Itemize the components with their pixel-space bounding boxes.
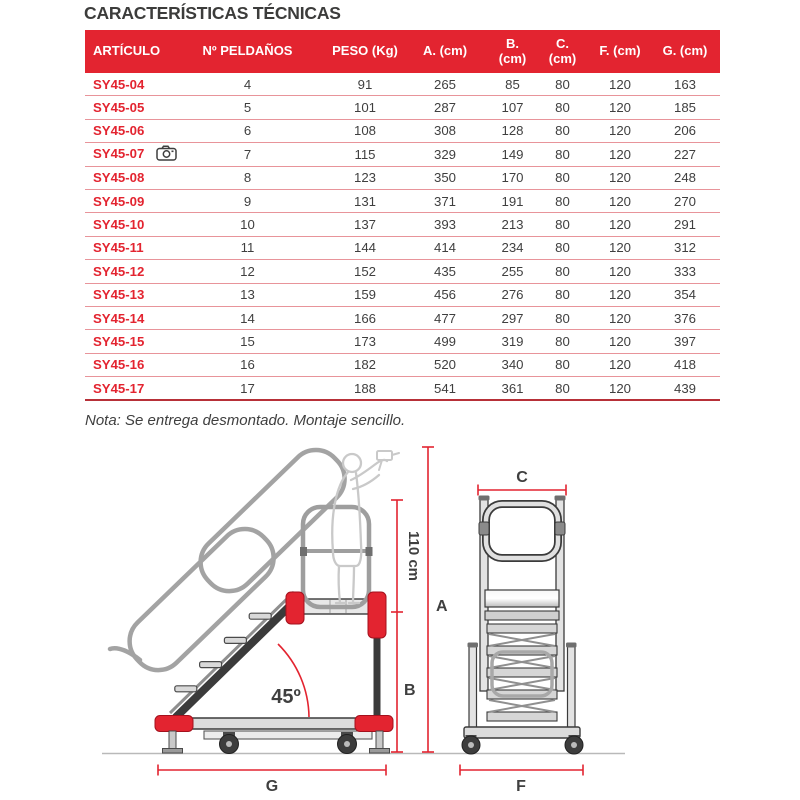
dim-b-cell: 107 <box>490 96 535 119</box>
table-row <box>85 353 720 376</box>
dim-a-cell: 435 <box>400 260 490 283</box>
table-row <box>85 143 720 166</box>
dim-a-cell: 477 <box>400 306 490 329</box>
weight-cell: 101 <box>330 96 400 119</box>
dim-a-cell: 393 <box>400 213 490 236</box>
dim-f-cell: 120 <box>590 306 650 329</box>
column-header-peso: PESO (Kg) <box>330 30 400 73</box>
dim-c-cell: 80 <box>535 73 590 96</box>
dim-b-cell: 191 <box>490 189 535 212</box>
article-code: SY45-16 <box>93 357 145 373</box>
front-platform-edge <box>485 611 559 620</box>
dim-b-cell: 276 <box>490 283 535 306</box>
red-connector <box>155 716 193 732</box>
steps-cell: 6 <box>165 119 330 142</box>
dim-c-cell: 80 <box>535 213 590 236</box>
dim-b-cell: 340 <box>490 353 535 376</box>
dim-b-cell: 128 <box>490 119 535 142</box>
dim-c-cell: 80 <box>535 143 590 166</box>
side-view-drawing <box>110 439 448 795</box>
dim-g-cell: 185 <box>650 96 720 119</box>
label-c: C <box>516 469 528 486</box>
article-cell <box>85 353 165 376</box>
article-cell <box>85 330 165 353</box>
dim-g-cell: 270 <box>650 189 720 212</box>
dim-g-cell: 354 <box>650 283 720 306</box>
dim-b-cell: 170 <box>490 166 535 189</box>
table-row <box>85 73 720 96</box>
dim-g-cell: 248 <box>650 166 720 189</box>
table-row <box>85 119 720 142</box>
article-code: SY45-14 <box>93 310 145 326</box>
article-cell <box>85 143 165 166</box>
red-connector <box>368 592 386 638</box>
article-cell <box>85 73 165 96</box>
dimension-c <box>478 485 566 496</box>
weight-cell: 115 <box>330 143 400 166</box>
column-header-f: F. (cm) <box>590 30 650 73</box>
article-code: SY45-12 <box>93 263 145 279</box>
table-row <box>85 236 720 259</box>
article-cell <box>85 166 165 189</box>
dim-c-cell: 80 <box>535 260 590 283</box>
article-code: SY45-17 <box>93 380 145 396</box>
weight-cell: 137 <box>330 213 400 236</box>
weight-cell: 173 <box>330 330 400 353</box>
dim-b-cell: 297 <box>490 306 535 329</box>
steps-cell: 16 <box>165 353 330 376</box>
weight-cell: 108 <box>330 119 400 142</box>
dim-f-cell: 120 <box>590 73 650 96</box>
article-cell <box>85 236 165 259</box>
label-b: B <box>404 682 416 699</box>
dim-g-cell: 439 <box>650 377 720 401</box>
front-platform <box>485 590 559 607</box>
weight-cell: 91 <box>330 73 400 96</box>
steps-cell: 5 <box>165 96 330 119</box>
table-row <box>85 166 720 189</box>
column-header-b: B. (cm) <box>490 30 535 73</box>
dim-b-cell: 85 <box>490 73 535 96</box>
table-body <box>85 73 720 400</box>
dim-a-cell: 308 <box>400 119 490 142</box>
page-title: CARACTERÍSTICAS TÉCNICAS <box>84 3 341 23</box>
article-cell <box>85 189 165 212</box>
article-code: SY45-11 <box>93 240 144 256</box>
weight-cell: 188 <box>330 377 400 401</box>
article-code: SY45-10 <box>93 217 145 233</box>
dim-a-cell: 265 <box>400 73 490 96</box>
dim-a-cell: 414 <box>400 236 490 259</box>
article-cell <box>85 306 165 329</box>
technical-drawing <box>0 438 800 800</box>
dim-f-cell: 120 <box>590 353 650 376</box>
dim-g-cell: 333 <box>650 260 720 283</box>
article-cell <box>85 213 165 236</box>
table-row <box>85 330 720 353</box>
table-row <box>85 96 720 119</box>
dim-a-cell: 520 <box>400 353 490 376</box>
steps-cell: 15 <box>165 330 330 353</box>
dim-f-cell: 120 <box>590 260 650 283</box>
steps-cell: 11 <box>165 236 330 259</box>
article-code: SY45-06 <box>93 123 145 139</box>
steps-cell: 8 <box>165 166 330 189</box>
dim-c-cell: 80 <box>535 353 590 376</box>
dim-g-cell: 312 <box>650 236 720 259</box>
article-code: SY45-13 <box>93 287 145 303</box>
weight-cell: 152 <box>330 260 400 283</box>
rail-clamp <box>555 522 565 535</box>
dim-c-cell: 80 <box>535 119 590 142</box>
table-row <box>85 377 720 401</box>
dim-c-cell: 80 <box>535 96 590 119</box>
dim-a-cell: 541 <box>400 377 490 401</box>
rail-clamp <box>479 522 489 535</box>
dim-g-cell: 397 <box>650 330 720 353</box>
dimension-g <box>158 765 386 776</box>
article-code: SY45-04 <box>93 76 145 92</box>
table-header-row <box>85 30 720 73</box>
steps-cell: 4 <box>165 73 330 96</box>
article-code: SY45-15 <box>93 333 145 349</box>
dimension-a <box>422 447 434 752</box>
steps-cell: 17 <box>165 377 330 401</box>
column-header-articulo: ARTÍCULO <box>85 30 165 73</box>
dim-c-cell: 80 <box>535 189 590 212</box>
weight-cell: 123 <box>330 166 400 189</box>
column-header-g: G. (cm) <box>650 30 720 73</box>
table-row <box>85 260 720 283</box>
dim-b-cell: 149 <box>490 143 535 166</box>
dim-b-cell: 319 <box>490 330 535 353</box>
article-cell <box>85 96 165 119</box>
label-angle: 45º <box>271 686 301 708</box>
article-cell <box>85 119 165 142</box>
assembly-note: Nota: Se entrega desmontado. Montaje sencillo. <box>85 412 406 429</box>
label-a: A <box>436 598 448 615</box>
dim-f-cell: 120 <box>590 236 650 259</box>
weight-cell: 166 <box>330 306 400 329</box>
weight-cell: 144 <box>330 236 400 259</box>
spec-table <box>85 30 720 401</box>
steps-cell: 7 <box>165 143 330 166</box>
dim-b-cell: 255 <box>490 260 535 283</box>
dim-a-cell: 287 <box>400 96 490 119</box>
dim-f-cell: 120 <box>590 166 650 189</box>
camera-icon[interactable] <box>156 145 177 164</box>
article-cell <box>85 260 165 283</box>
dim-g-cell: 163 <box>650 73 720 96</box>
dim-c-cell: 80 <box>535 306 590 329</box>
weight-cell: 131 <box>330 189 400 212</box>
steps-cell: 13 <box>165 283 330 306</box>
dim-f-cell: 120 <box>590 330 650 353</box>
dim-f-cell: 120 <box>590 119 650 142</box>
dim-g-cell: 227 <box>650 143 720 166</box>
article-cell <box>85 283 165 306</box>
table-row <box>85 306 720 329</box>
steps-cell: 10 <box>165 213 330 236</box>
dim-g-cell: 376 <box>650 306 720 329</box>
article-code: SY45-08 <box>93 170 145 186</box>
dim-c-cell: 80 <box>535 166 590 189</box>
dim-f-cell: 120 <box>590 213 650 236</box>
dim-c-cell: 80 <box>535 377 590 401</box>
label-110cm: 110 cm <box>405 530 422 582</box>
red-connector <box>355 716 393 732</box>
weight-cell: 159 <box>330 283 400 306</box>
front-guardrail-hoop <box>486 504 558 558</box>
dim-c-cell: 80 <box>535 236 590 259</box>
steps-cell: 12 <box>165 260 330 283</box>
article-code: SY45-07 <box>93 145 145 161</box>
front-view-drawing <box>460 469 583 795</box>
dimension-110cm <box>391 500 403 612</box>
red-connector <box>286 592 304 624</box>
dim-f-cell: 120 <box>590 189 650 212</box>
article-cell <box>85 377 165 401</box>
dim-f-cell: 120 <box>590 283 650 306</box>
dim-f-cell: 120 <box>590 96 650 119</box>
steps-cell: 14 <box>165 306 330 329</box>
dim-b-cell: 361 <box>490 377 535 401</box>
rail-clamp <box>366 547 373 556</box>
article-code: SY45-09 <box>93 193 145 209</box>
table-row <box>85 189 720 212</box>
dim-c-cell: 80 <box>535 283 590 306</box>
dim-g-cell: 418 <box>650 353 720 376</box>
rail-clamp <box>300 547 307 556</box>
dim-a-cell: 499 <box>400 330 490 353</box>
stair-handrails <box>110 439 355 681</box>
dim-g-cell: 206 <box>650 119 720 142</box>
article-code: SY45-05 <box>93 100 145 116</box>
dim-g-cell: 291 <box>650 213 720 236</box>
column-header-c: C. (cm) <box>535 30 590 73</box>
dimension-b <box>391 612 403 752</box>
column-header-peldanos: Nº PELDAÑOS <box>165 30 330 73</box>
table-row <box>85 213 720 236</box>
dim-a-cell: 329 <box>400 143 490 166</box>
dim-b-cell: 213 <box>490 213 535 236</box>
dim-f-cell: 120 <box>590 377 650 401</box>
steps-cell: 9 <box>165 189 330 212</box>
dim-a-cell: 350 <box>400 166 490 189</box>
label-g: G <box>265 778 279 795</box>
dim-c-cell: 80 <box>535 330 590 353</box>
label-f: F <box>516 778 526 795</box>
table-row <box>85 283 720 306</box>
dimension-f <box>460 765 583 776</box>
dim-b-cell: 234 <box>490 236 535 259</box>
column-header-a: A. (cm) <box>400 30 490 73</box>
weight-cell: 182 <box>330 353 400 376</box>
dim-a-cell: 371 <box>400 189 490 212</box>
dim-f-cell: 120 <box>590 143 650 166</box>
dim-a-cell: 456 <box>400 283 490 306</box>
